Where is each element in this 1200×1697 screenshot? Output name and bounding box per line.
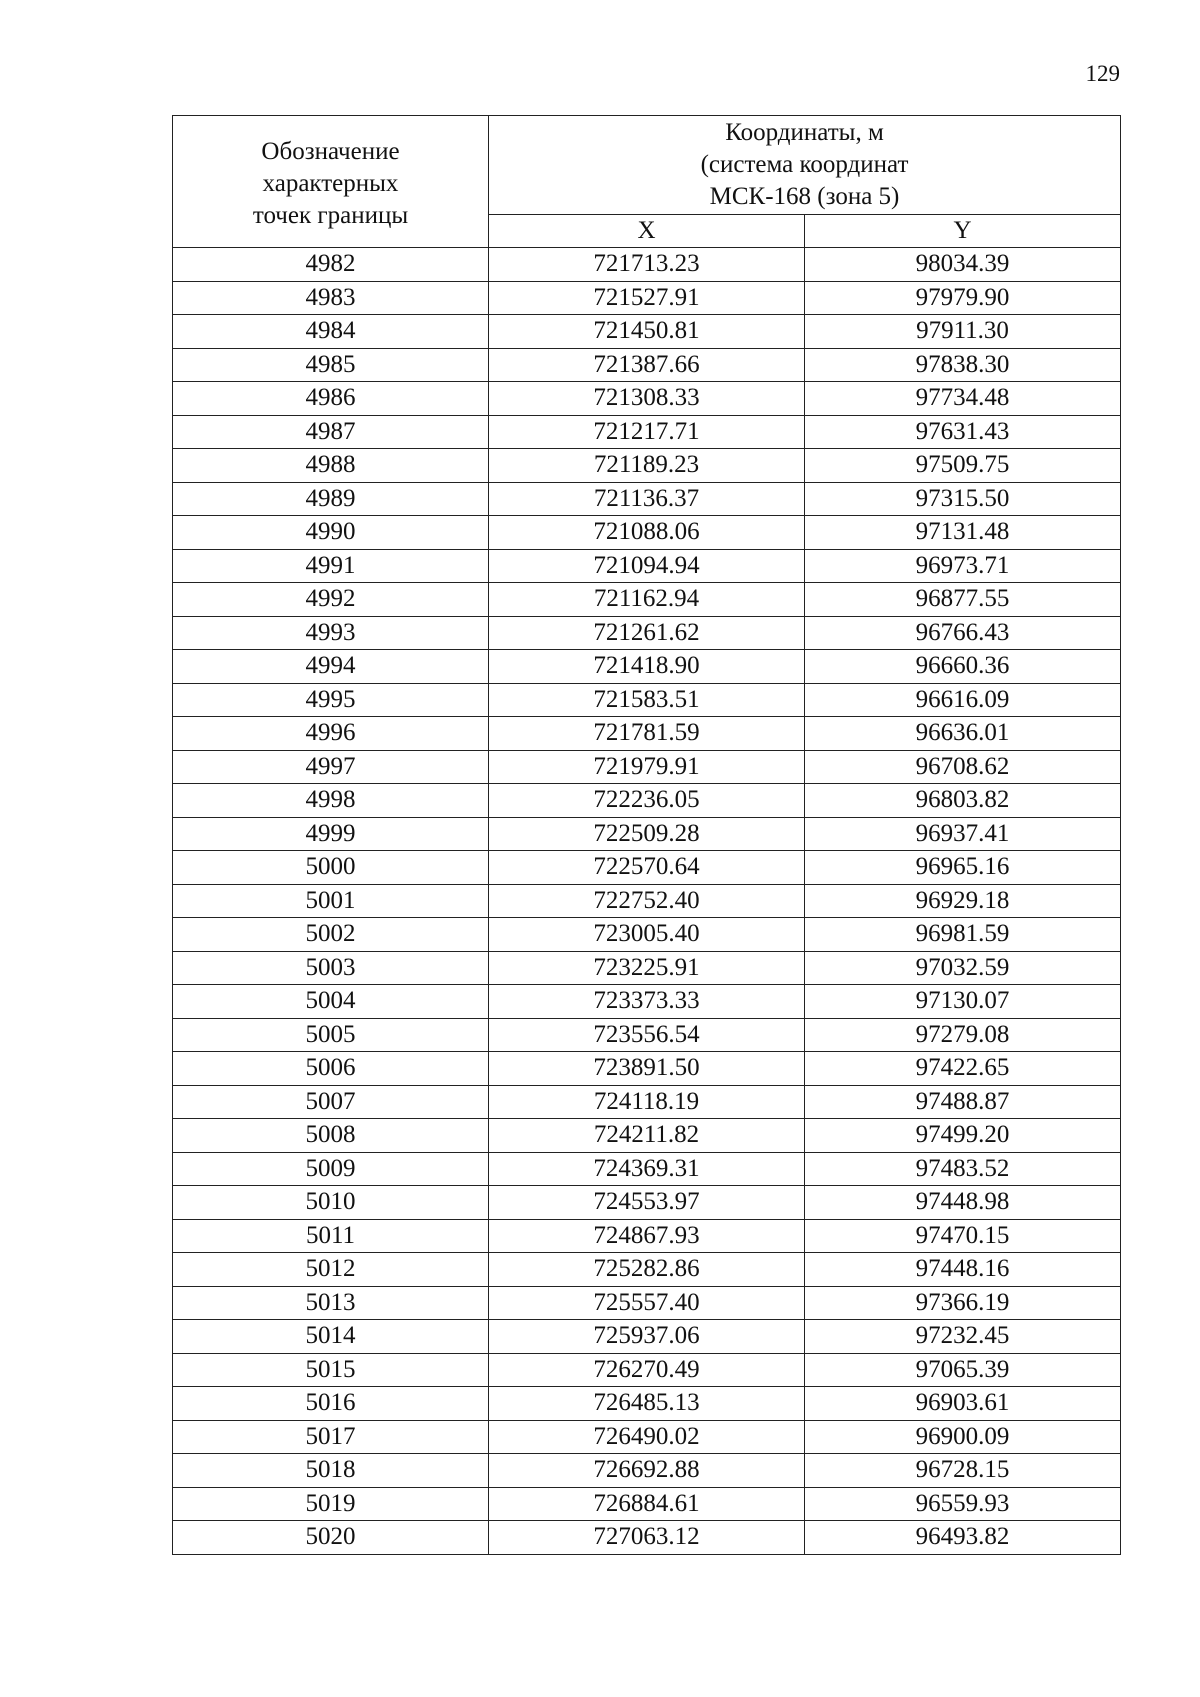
x-coordinate-cell: 723891.50 — [489, 1052, 805, 1086]
point-cell: 5006 — [173, 1052, 489, 1086]
y-coordinate-cell: 96660.36 — [805, 650, 1121, 684]
x-coordinate-cell: 723556.54 — [489, 1018, 805, 1052]
point-cell: 5013 — [173, 1286, 489, 1320]
y-coordinate-cell: 97422.65 — [805, 1052, 1121, 1086]
y-coordinate-cell: 96877.55 — [805, 583, 1121, 617]
table-row — [173, 248, 1121, 282]
y-coordinate-cell: 97032.59 — [805, 951, 1121, 985]
point-cell: 5005 — [173, 1018, 489, 1052]
x-coordinate-cell: 721527.91 — [489, 281, 805, 315]
x-coordinate-cell: 721781.59 — [489, 717, 805, 751]
y-coordinate-cell: 97483.52 — [805, 1152, 1121, 1186]
y-coordinate-cell: 97734.48 — [805, 382, 1121, 416]
point-cell: 4987 — [173, 415, 489, 449]
x-column-header: X — [489, 215, 805, 248]
table-row — [173, 683, 1121, 717]
point-cell: 4989 — [173, 482, 489, 516]
y-coordinate-cell: 96708.62 — [805, 750, 1121, 784]
y-coordinate-cell: 96803.82 — [805, 784, 1121, 818]
x-coordinate-cell: 724211.82 — [489, 1119, 805, 1153]
x-coordinate-cell: 721450.81 — [489, 315, 805, 349]
x-coordinate-cell: 721162.94 — [489, 583, 805, 617]
coords-header-line: Координаты, м — [725, 119, 884, 146]
table-row — [173, 784, 1121, 818]
point-cell: 4995 — [173, 683, 489, 717]
table-row — [173, 1219, 1121, 1253]
table-row — [173, 1454, 1121, 1488]
table-row — [173, 1387, 1121, 1421]
coordinates-header — [489, 116, 1121, 215]
point-cell: 5012 — [173, 1253, 489, 1287]
y-coordinate-cell: 97499.20 — [805, 1119, 1121, 1153]
point-cell: 5014 — [173, 1320, 489, 1354]
point-cell: 4999 — [173, 817, 489, 851]
point-cell: 5007 — [173, 1085, 489, 1119]
table-row — [173, 583, 1121, 617]
header-row-top — [173, 116, 1121, 215]
point-cell: 4982 — [173, 248, 489, 282]
point-cell: 4986 — [173, 382, 489, 416]
point-cell: 4998 — [173, 784, 489, 818]
table-row — [173, 851, 1121, 885]
x-coordinate-cell: 721189.23 — [489, 449, 805, 483]
point-header-line: Обозначение — [261, 137, 400, 165]
y-coordinate-cell: 96616.09 — [805, 683, 1121, 717]
page-number: 129 — [1085, 61, 1120, 86]
x-coordinate-cell: 721136.37 — [489, 482, 805, 516]
x-coordinate-cell: 726884.61 — [489, 1487, 805, 1521]
y-coordinate-cell: 97366.19 — [805, 1286, 1121, 1320]
x-coordinate-cell: 724553.97 — [489, 1186, 805, 1220]
x-coordinate-cell: 721418.90 — [489, 650, 805, 684]
y-coordinate-cell: 96903.61 — [805, 1387, 1121, 1421]
x-coordinate-cell: 721583.51 — [489, 683, 805, 717]
y-coordinate-cell: 96493.82 — [805, 1521, 1121, 1555]
table-row — [173, 516, 1121, 550]
x-coordinate-cell: 722509.28 — [489, 817, 805, 851]
x-coordinate-cell: 724867.93 — [489, 1219, 805, 1253]
table-row — [173, 985, 1121, 1019]
table-row — [173, 1253, 1121, 1287]
y-coordinate-cell: 97131.48 — [805, 516, 1121, 550]
point-cell: 4984 — [173, 315, 489, 349]
x-coordinate-cell: 726485.13 — [489, 1387, 805, 1421]
point-cell: 5011 — [173, 1219, 489, 1253]
point-cell: 4985 — [173, 348, 489, 382]
y-coordinate-cell: 97631.43 — [805, 415, 1121, 449]
point-cell: 5015 — [173, 1353, 489, 1387]
table-row — [173, 549, 1121, 583]
y-coordinate-cell: 97232.45 — [805, 1320, 1121, 1354]
x-coordinate-cell: 721979.91 — [489, 750, 805, 784]
point-cell: 4997 — [173, 750, 489, 784]
point-cell: 5019 — [173, 1487, 489, 1521]
y-coordinate-cell: 96766.43 — [805, 616, 1121, 650]
x-coordinate-cell: 726692.88 — [489, 1454, 805, 1488]
point-cell: 4988 — [173, 449, 489, 483]
y-coordinate-cell: 96900.09 — [805, 1420, 1121, 1454]
table-row — [173, 650, 1121, 684]
point-cell: 4992 — [173, 583, 489, 617]
y-coordinate-cell: 96981.59 — [805, 918, 1121, 952]
table-row — [173, 1353, 1121, 1387]
table-row — [173, 1521, 1121, 1555]
point-header-line: точек границы — [252, 201, 409, 229]
y-coordinate-cell: 96728.15 — [805, 1454, 1121, 1488]
y-coordinate-cell: 97448.98 — [805, 1186, 1121, 1220]
x-coordinate-cell: 725937.06 — [489, 1320, 805, 1354]
y-coordinate-cell: 96973.71 — [805, 549, 1121, 583]
table-row — [173, 482, 1121, 516]
table-row — [173, 884, 1121, 918]
y-coordinate-cell: 97911.30 — [805, 315, 1121, 349]
table-row — [173, 348, 1121, 382]
y-coordinate-cell: 97838.30 — [805, 348, 1121, 382]
x-coordinate-cell: 724369.31 — [489, 1152, 805, 1186]
point-cell: 4993 — [173, 616, 489, 650]
x-coordinate-cell: 721094.94 — [489, 549, 805, 583]
table-row — [173, 817, 1121, 851]
table-row — [173, 315, 1121, 349]
point-cell: 4991 — [173, 549, 489, 583]
point-header-line: характерных — [262, 169, 399, 197]
x-coordinate-cell: 721088.06 — [489, 516, 805, 550]
point-cell: 5009 — [173, 1152, 489, 1186]
x-coordinate-cell: 727063.12 — [489, 1521, 805, 1555]
table-row — [173, 415, 1121, 449]
x-coordinate-cell: 721387.66 — [489, 348, 805, 382]
coords-header-line: МСК-168 (зона 5) — [709, 183, 900, 210]
table-row — [173, 717, 1121, 751]
point-cell: 5020 — [173, 1521, 489, 1555]
x-coordinate-cell: 722236.05 — [489, 784, 805, 818]
table-row — [173, 281, 1121, 315]
x-coordinate-cell: 725282.86 — [489, 1253, 805, 1287]
table-row — [173, 382, 1121, 416]
table-row — [173, 1119, 1121, 1153]
point-cell: 4983 — [173, 281, 489, 315]
table-row — [173, 1286, 1121, 1320]
table-row — [173, 1487, 1121, 1521]
y-coordinate-cell: 97979.90 — [805, 281, 1121, 315]
point-cell: 5018 — [173, 1454, 489, 1488]
y-coordinate-cell: 96965.16 — [805, 851, 1121, 885]
y-coordinate-cell: 96636.01 — [805, 717, 1121, 751]
y-coordinate-cell: 97279.08 — [805, 1018, 1121, 1052]
table-row — [173, 1152, 1121, 1186]
point-cell: 5008 — [173, 1119, 489, 1153]
point-cell: 5000 — [173, 851, 489, 885]
x-coordinate-cell: 723005.40 — [489, 918, 805, 952]
y-coordinate-cell: 97488.87 — [805, 1085, 1121, 1119]
table-row — [173, 1052, 1121, 1086]
point-cell: 5017 — [173, 1420, 489, 1454]
x-coordinate-cell: 722570.64 — [489, 851, 805, 885]
x-coordinate-cell: 721217.71 — [489, 415, 805, 449]
y-coordinate-cell: 96937.41 — [805, 817, 1121, 851]
point-cell: 4990 — [173, 516, 489, 550]
x-coordinate-cell: 726490.02 — [489, 1420, 805, 1454]
table-body — [173, 248, 1121, 1555]
coords-header-line: (система координат — [700, 151, 909, 178]
point-designation-header — [173, 116, 489, 248]
y-coordinate-cell: 97509.75 — [805, 449, 1121, 483]
point-cell: 5016 — [173, 1387, 489, 1421]
y-coordinate-cell: 97130.07 — [805, 985, 1121, 1019]
y-coordinate-cell: 96929.18 — [805, 884, 1121, 918]
point-cell: 5001 — [173, 884, 489, 918]
point-cell: 5004 — [173, 985, 489, 1019]
point-cell: 4994 — [173, 650, 489, 684]
table-row — [173, 1186, 1121, 1220]
y-coordinate-cell: 97065.39 — [805, 1353, 1121, 1387]
point-cell: 4996 — [173, 717, 489, 751]
y-coordinate-cell: 97470.15 — [805, 1219, 1121, 1253]
table-header — [173, 116, 1121, 248]
table-row — [173, 1320, 1121, 1354]
table-row — [173, 449, 1121, 483]
x-coordinate-cell: 726270.49 — [489, 1353, 805, 1387]
table-row — [173, 1085, 1121, 1119]
table-row — [173, 616, 1121, 650]
x-coordinate-cell: 721261.62 — [489, 616, 805, 650]
point-cell: 5003 — [173, 951, 489, 985]
table-row — [173, 1420, 1121, 1454]
table-row — [173, 951, 1121, 985]
x-coordinate-cell: 722752.40 — [489, 884, 805, 918]
x-coordinate-cell: 723373.33 — [489, 985, 805, 1019]
y-coordinate-cell: 97448.16 — [805, 1253, 1121, 1287]
x-coordinate-cell: 721713.23 — [489, 248, 805, 282]
point-cell: 5010 — [173, 1186, 489, 1220]
x-coordinate-cell: 721308.33 — [489, 382, 805, 416]
point-cell: 5002 — [173, 918, 489, 952]
x-coordinate-cell: 723225.91 — [489, 951, 805, 985]
y-column-header: Y — [805, 215, 1121, 248]
y-coordinate-cell: 97315.50 — [805, 482, 1121, 516]
table-row — [173, 918, 1121, 952]
x-coordinate-cell: 725557.40 — [489, 1286, 805, 1320]
y-coordinate-cell: 98034.39 — [805, 248, 1121, 282]
table-row — [173, 1018, 1121, 1052]
x-coordinate-cell: 724118.19 — [489, 1085, 805, 1119]
coordinates-table — [172, 115, 1121, 1555]
y-coordinate-cell: 96559.93 — [805, 1487, 1121, 1521]
table-row — [173, 750, 1121, 784]
